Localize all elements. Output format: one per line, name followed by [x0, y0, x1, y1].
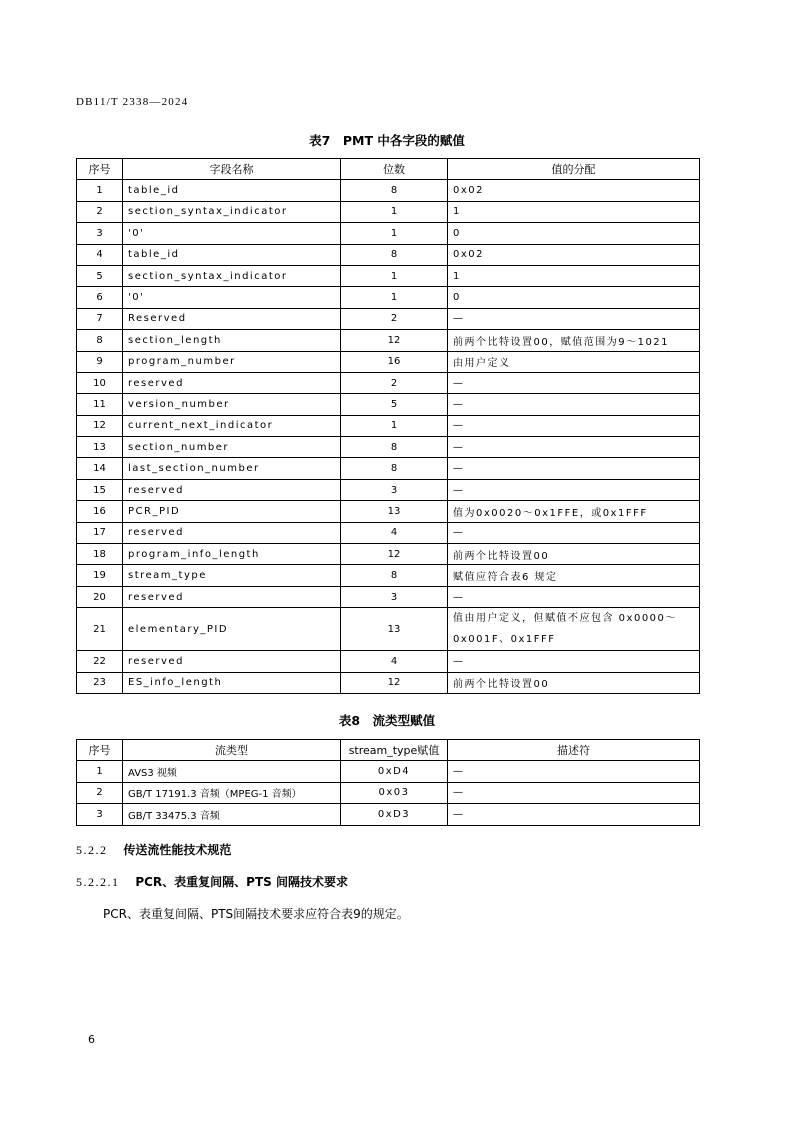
cell-bits: 1 [341, 415, 448, 436]
cell-bits: 8 [341, 458, 448, 479]
cell-field-name: reserved [123, 372, 341, 393]
cell-value: 1 [448, 265, 700, 286]
col-header-field-name: 字段名称 [123, 159, 341, 180]
cell-index: 3 [77, 223, 123, 244]
table-row [77, 522, 700, 543]
cell-value: — [448, 458, 700, 479]
cell-value: 前两个比特设置00，赋值范围为9～1021 [448, 330, 700, 351]
table-row [77, 244, 700, 265]
cell-index: 2 [77, 201, 123, 222]
table-row [77, 544, 700, 565]
section-number: 5.2.2.1 [76, 875, 120, 889]
cell-index: 11 [77, 394, 123, 415]
cell-value: 前两个比特设置00 [448, 544, 700, 565]
cell-bits: 12 [341, 330, 448, 351]
cell-field-name: section_syntax_indicator [123, 201, 341, 222]
cell-bits: 3 [341, 479, 448, 500]
table-row [77, 372, 700, 393]
cell-value: — [448, 651, 700, 672]
table-row [77, 501, 700, 522]
table-row [77, 201, 700, 222]
col-header-value: 值的分配 [448, 159, 700, 180]
cell-bits: 8 [341, 244, 448, 265]
cell-index: 3 [77, 804, 123, 825]
cell-field-name: stream_type [123, 565, 341, 586]
cell-field-name: '0' [123, 287, 341, 308]
table-row [77, 330, 700, 351]
cell-field-name: section_length [123, 330, 341, 351]
section-title: 传送流性能技术规范 [123, 843, 232, 857]
cell-value: 0x02 [448, 244, 700, 265]
cell-field-name: Reserved [123, 308, 341, 329]
table-row [77, 415, 700, 436]
cell-index: 21 [77, 608, 123, 651]
cell-field-name: elementary_PID [123, 608, 341, 651]
cell-value: — [448, 308, 700, 329]
section-5-2-2-heading [76, 841, 231, 858]
cell-index: 16 [77, 501, 123, 522]
cell-value: — [448, 586, 700, 607]
table-row [77, 479, 700, 500]
cell-stream-type: GB/T 33475.3 音频 [123, 804, 341, 825]
col-header-descriptor: 描述符 [448, 740, 700, 761]
table-row [77, 308, 700, 329]
section-number: 5.2.2 [76, 843, 108, 857]
cell-value: — [448, 437, 700, 458]
cell-field-name: reserved [123, 651, 341, 672]
cell-field-name: PCR_PID [123, 501, 341, 522]
cell-value: — [448, 522, 700, 543]
cell-value: 值由用户定义，但赋值不应包含 0x0000～0x001F、0x1FFF [448, 608, 700, 651]
cell-value: 0x02 [448, 180, 700, 201]
table-row [77, 608, 700, 651]
stream-type-table [76, 739, 700, 826]
table-row [77, 761, 700, 782]
col-header-bits: 位数 [341, 159, 448, 180]
cell-bits: 5 [341, 394, 448, 415]
cell-bits: 1 [341, 265, 448, 286]
table-row [77, 437, 700, 458]
section-title: PCR、表重复间隔、PTS 间隔技术要求 [135, 875, 348, 889]
cell-bits: 8 [341, 180, 448, 201]
table-row [77, 180, 700, 201]
cell-stream-type-value: 0xD4 [341, 761, 448, 782]
cell-index: 10 [77, 372, 123, 393]
cell-bits: 1 [341, 223, 448, 244]
cell-bits: 2 [341, 308, 448, 329]
cell-bits: 2 [341, 372, 448, 393]
table-row [77, 458, 700, 479]
table7-caption: 表7 PMT 中各字段的赋值 [309, 133, 465, 148]
table-row [77, 651, 700, 672]
cell-value: 0 [448, 223, 700, 244]
cell-index: 17 [77, 522, 123, 543]
cell-descriptor: — [448, 782, 700, 803]
cell-value: — [448, 394, 700, 415]
cell-bits: 3 [341, 586, 448, 607]
cell-index: 18 [77, 544, 123, 565]
cell-index: 9 [77, 351, 123, 372]
cell-index: 1 [77, 761, 123, 782]
table-row [77, 265, 700, 286]
cell-index: 23 [77, 672, 123, 693]
cell-field-name: last_section_number [123, 458, 341, 479]
cell-field-name: ES_info_length [123, 672, 341, 693]
cell-value: — [448, 479, 700, 500]
cell-value: 0 [448, 287, 700, 308]
table8-caption: 表8 流类型赋值 [338, 713, 436, 728]
cell-field-name: version_number [123, 394, 341, 415]
table-row [77, 586, 700, 607]
cell-index: 19 [77, 565, 123, 586]
body-paragraph: PCR、表重复间隔、PTS间隔技术要求应符合表9的规定。 [103, 907, 409, 921]
cell-value: 前两个比特设置00 [448, 672, 700, 693]
cell-value: 赋值应符合表6 规定 [448, 565, 700, 586]
cell-bits: 12 [341, 672, 448, 693]
section-5-2-2-1-heading [76, 873, 348, 890]
cell-descriptor: — [448, 761, 700, 782]
table-row [77, 223, 700, 244]
cell-field-name: table_id [123, 244, 341, 265]
table-row [77, 672, 700, 693]
cell-value: 由用户定义 [448, 351, 700, 372]
table-header-row [77, 159, 700, 180]
cell-field-name: reserved [123, 522, 341, 543]
col-header-stream-type-value: stream_type赋值 [341, 740, 448, 761]
cell-index: 14 [77, 458, 123, 479]
cell-value: 1 [448, 201, 700, 222]
page-number: 6 [88, 1033, 95, 1046]
cell-bits: 1 [341, 201, 448, 222]
col-header-index: 序号 [77, 159, 123, 180]
table-row [77, 565, 700, 586]
cell-index: 8 [77, 330, 123, 351]
cell-value: 值为0x0020～0x1FFE，或0x1FFF [448, 501, 700, 522]
cell-stream-type: AVS3 视频 [123, 761, 341, 782]
cell-value: — [448, 372, 700, 393]
cell-field-name: section_number [123, 437, 341, 458]
cell-stream-type-value: 0x03 [341, 782, 448, 803]
cell-descriptor: — [448, 804, 700, 825]
cell-index: 1 [77, 180, 123, 201]
table-header-row [77, 740, 700, 761]
table-row [77, 351, 700, 372]
cell-field-name: program_info_length [123, 544, 341, 565]
col-header-stream-type: 流类型 [123, 740, 341, 761]
cell-bits: 8 [341, 565, 448, 586]
table-row [77, 782, 700, 803]
cell-bits: 12 [341, 544, 448, 565]
cell-index: 5 [77, 265, 123, 286]
cell-field-name: current_next_indicator [123, 415, 341, 436]
cell-bits: 1 [341, 287, 448, 308]
cell-bits: 8 [341, 437, 448, 458]
cell-field-name: program_number [123, 351, 341, 372]
cell-stream-type: GB/T 17191.3 音频（MPEG-1 音频） [123, 782, 341, 803]
col-header-index: 序号 [77, 740, 123, 761]
cell-index: 4 [77, 244, 123, 265]
cell-field-name: reserved [123, 479, 341, 500]
cell-index: 15 [77, 479, 123, 500]
cell-index: 7 [77, 308, 123, 329]
cell-field-name: section_syntax_indicator [123, 265, 341, 286]
cell-index: 2 [77, 782, 123, 803]
cell-field-name: table_id [123, 180, 341, 201]
table-row [77, 287, 700, 308]
table-row [77, 804, 700, 825]
cell-value: — [448, 415, 700, 436]
cell-index: 20 [77, 586, 123, 607]
cell-bits: 4 [341, 651, 448, 672]
cell-index: 6 [77, 287, 123, 308]
cell-field-name: reserved [123, 586, 341, 607]
pmt-field-table [76, 158, 700, 694]
cell-field-name: '0' [123, 223, 341, 244]
cell-bits: 13 [341, 501, 448, 522]
cell-stream-type-value: 0xD3 [341, 804, 448, 825]
table-row [77, 394, 700, 415]
cell-bits: 4 [341, 522, 448, 543]
document-code: DB11/T 2338—2024 [76, 96, 189, 108]
cell-index: 13 [77, 437, 123, 458]
cell-bits: 16 [341, 351, 448, 372]
cell-bits: 13 [341, 608, 448, 651]
cell-index: 12 [77, 415, 123, 436]
cell-index: 22 [77, 651, 123, 672]
